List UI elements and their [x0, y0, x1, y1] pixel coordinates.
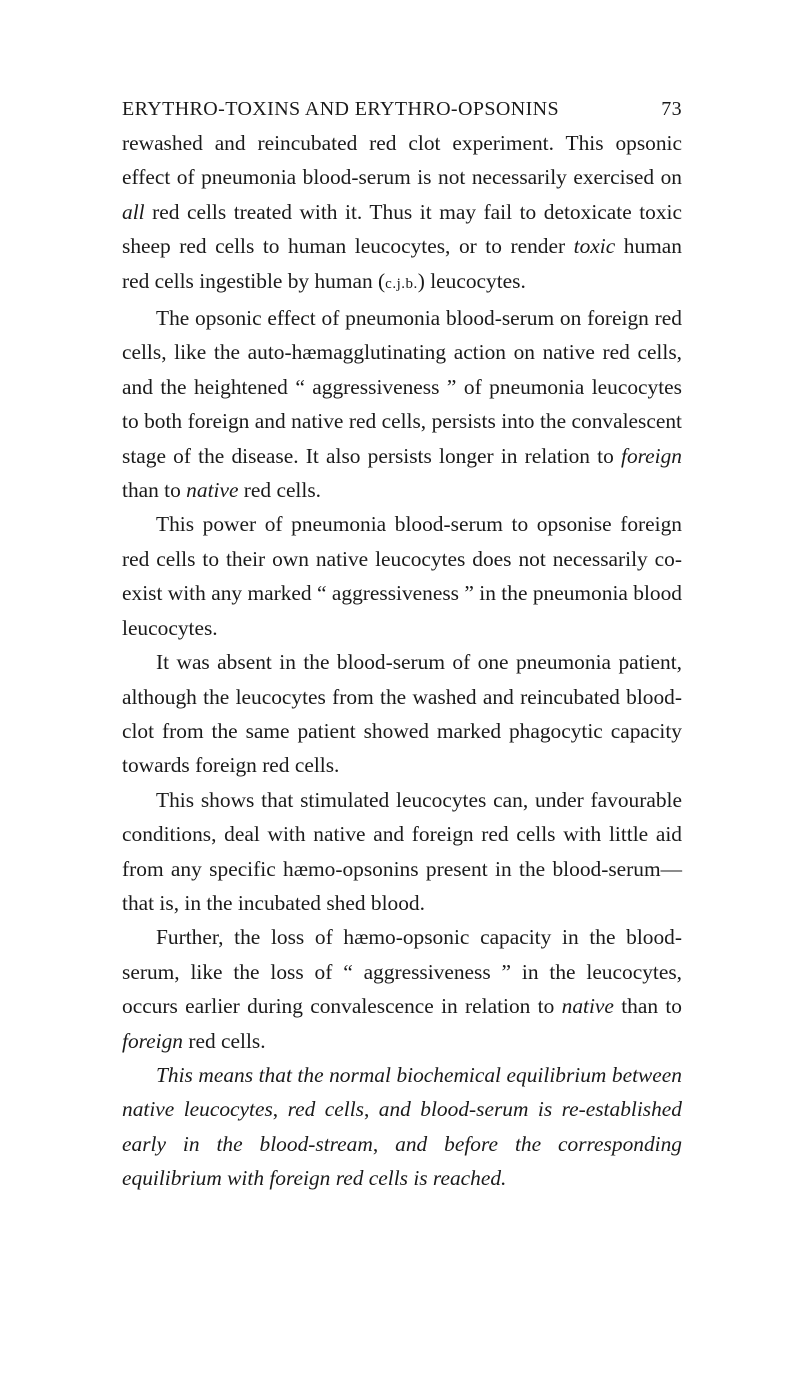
text-run: Further, the loss of hæmo-opsonic capacity in the blood-serum, like the loss of “ aggressiveness ” in the leucocytes, occurs earlier during convalescence in relation to: [122, 925, 682, 1019]
initials-small-caps: c.j.b.: [385, 275, 418, 292]
text-run: than to: [122, 478, 187, 503]
text-run: than to: [613, 994, 682, 1019]
emphasis-toxic: toxic: [573, 234, 616, 259]
text-run: red cells treated with it. Thus it may fail to detoxicate toxic sheep red cells to human leucocytes, or to render: [122, 199, 682, 259]
emphasis-native: native: [561, 994, 614, 1019]
text-run: red cells.: [238, 478, 321, 503]
italic-run: and before the corresponding equilibrium with foreign red cells is reached.: [122, 1131, 682, 1191]
running-head: [122, 94, 682, 124]
body-text: [122, 126, 682, 1196]
italic-run: and blood-serum is re-established early in the blood-stream: [122, 1097, 682, 1156]
emphasis-foreign: foreign: [122, 1028, 183, 1053]
text-run: red cells.: [183, 1028, 266, 1053]
emphasis-foreign: foreign: [621, 443, 682, 468]
text-run: human red cells ingestible by human (: [122, 234, 682, 293]
paragraph: [122, 301, 682, 507]
italic-run: This means that the normal biochemical equilibrium between native leucocytes: [122, 1062, 682, 1122]
roman-comma: ,: [372, 1131, 396, 1156]
page-number: 73: [661, 98, 682, 120]
paragraph: This shows that stimulated leucocytes can, under favourable conditions, deal with native and foreign red cells with little aid from any specific hæmo-opsonins present in the blood-serum—that is, in the incubated shed blood.: [122, 787, 682, 915]
text-run: rewashed and reincubated red clot experiment. This opsonic effect of pneumonia blood-serum is not necessarily exercised on: [122, 131, 682, 190]
paragraph: [122, 920, 682, 1058]
roman-comma: ,: [363, 1097, 379, 1122]
book-page: [122, 94, 682, 1196]
emphasis-native: native: [186, 478, 239, 503]
text-run: The opsonic effect of pneumonia blood-serum on foreign red cells, like the auto-hæmagglutinating action on native red cells, and the heightened “ aggressiveness ” of pneumonia leucocytes to both foreign and native red cells, persists into the convalescent stage of the disease. It also persists longer in relation to: [122, 306, 682, 468]
italic-run: red cells: [287, 1097, 364, 1122]
paragraph-continuation: [122, 126, 682, 301]
roman-comma: ,: [272, 1097, 288, 1122]
text-run: ) leucocytes.: [417, 268, 526, 293]
paragraph: This power of pneumonia blood-serum to opsonise foreign red cells to their own native leucocytes does not necessarily co-exist with any marked “ aggressiveness ” in the pneumonia blood leucocytes.: [122, 512, 682, 640]
emphasis-all: all: [122, 199, 145, 224]
paragraph: It was absent in the blood-serum of one pneumonia patient, although the leucocytes from the washed and reincubated blood-clot from the same patient showed marked phagocytic capacity towards foreign red cells.: [122, 650, 682, 778]
italic-conclusion-paragraph: [122, 1058, 682, 1196]
running-head-title: ERYTHRO-TOXINS AND ERYTHRO-OPSONINS: [122, 98, 559, 120]
